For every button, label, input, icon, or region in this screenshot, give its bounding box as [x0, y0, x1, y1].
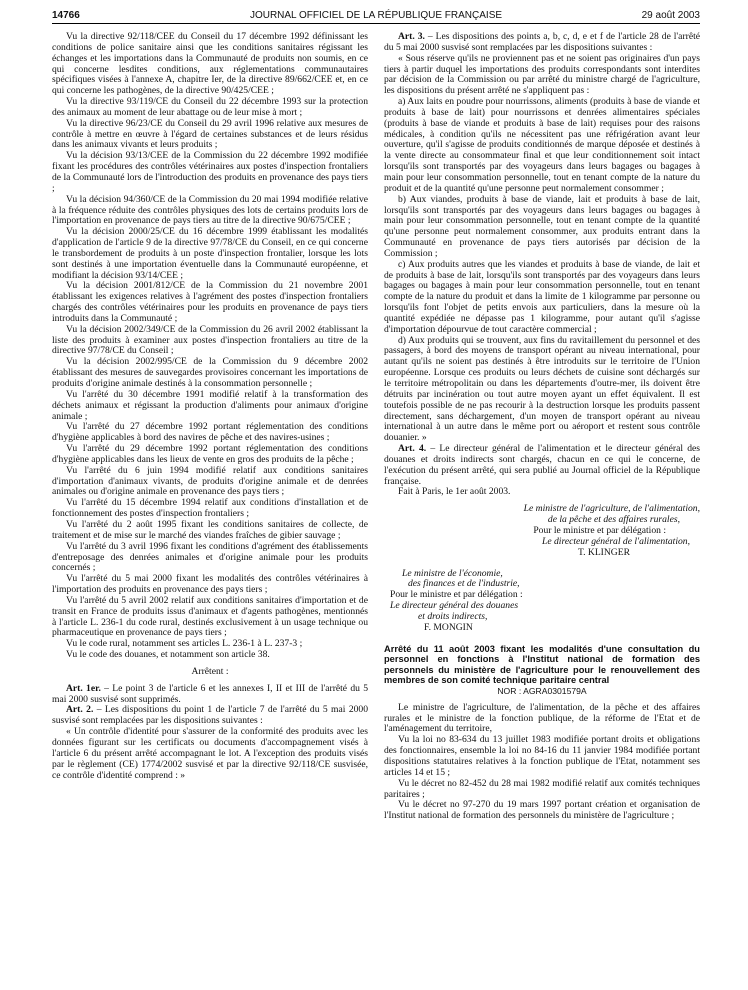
- article-1: [52, 684, 368, 706]
- delegation-line: Pour le ministre et par délégation :: [533, 524, 666, 536]
- article-3-paragraph: c) Aux produits autres que les viandes et produits à base de viande, de lait et de produits à base de lait, lorsqu'ils sont transportés par des voyageurs dans leurs bagages ou bagages à main pour leur consommation personnelle, tout en tenant compte de la nature du produit et dans la limite de 1 kilogramme par personne ou lorsqu'ils font l'objet de petits envois aux particuliers, dans la mesure où la quantité expédiée ne dépasse pas 1 kilogramme, pour autant qu'il s'agisse d'importation dépourvue de tout caractère commercial ;: [384, 258, 700, 335]
- visa-paragraph: Vu l'arrêté du 5 avril 2002 relatif aux conditions sanitaires d'importation et de transit en France de produits issus d'animaux et d'agents pathogènes, mentionnés à l'article L. 236-1 du code rural, destinés exclusivement à un usage technique ou pharmaceutique en provenance de pays tiers ;: [52, 594, 368, 639]
- visa-paragraph: Vu l'arrêté du 2 août 1995 fixant les conditions sanitaires de collecte, de traitement et de mise sur le marché des viandes fraîches de gibier sauvage ;: [52, 518, 368, 541]
- signatory-title: Le ministre de l'économie,: [402, 567, 503, 579]
- visa-paragraph: Vu le code rural, notamment ses articles L. 236-1 à L. 237-3 ;: [66, 638, 303, 650]
- article-3-paragraph: « Sous réserve qu'ils ne proviennent pas et ne soient pas originaires d'un pays tiers à partir duquel les importations des produits correspondants sont interdites par décision de la Commission ou par arrêté du ministre chargé de l'agriculture, les dispositions du présent arrêté ne s'appliquent pas :: [384, 52, 700, 97]
- signatory-title: Le directeur général de l'alimentation,: [542, 535, 690, 547]
- article-2-label: Art. 2.: [66, 704, 94, 716]
- decree-paragraph: Vu le décret no 82-452 du 28 mai 1982 modifié relatif aux comités techniques paritaires ;: [384, 777, 700, 800]
- article-3-paragraph: a) Aux laits en poudre pour nourrissons, aliments (produits à base de viande et produits à base de lait) pour nourrissons et denrées alimentaires spéciales (produits à base de viande et produits à base de lait) requises pour des raisons médicales, à condition qu'ils ne nécessitent pas une réfrigération avant leur ouverture, qu'il s'agisse de produits conditionnés de marque déposée et destinés à la vente directe au consommateur final et que leur conditionnement soit intact lorsqu'ils sont transportés par des voyageurs dans leurs bagages ou bagages à main pour leur consommation personnelle, tout en tenant compte de la nature du produit et de la quantité qu'une personne peut normalement consommer ;: [384, 96, 700, 194]
- article-3-paragraph: d) Aux produits qui se trouvent, aux fins du ravitaillement du personnel et des passagers, à bord des moyens de transport opérant au niveau international, pour autant qu'ils ne soient pas destinés à être introduits sur le territoire de l'Union européenne. Lorsque ces produits ou leurs déchets de cuisine sont déchargés sur le territoire métropolitain ou dans les départements d'outre-mer, ils doivent être détruits par incinération ou tout autre moyen ayant un effet équivalent. Il est toutefois possible de ne pas recourir à la destruction lorsque les produits passent directement, sans déchargement, d'un moyen de transport opérant au niveau international à un autre dans le même port ou aéroport et restent sous contrôle douanier. »: [384, 334, 700, 444]
- article-3-text: – Les dispositions des points a, b, c, d, e et f de l'article 28 de l'arrêté du 5 mai 2000 susvisé sont remplacées par les dispositions suivantes :: [384, 31, 700, 53]
- left-column: [52, 32, 368, 781]
- signatory-title: des finances et de l'industrie,: [408, 578, 520, 590]
- article-2-text: – Les dispositions du point 1 de l'article 7 de l'arrêté du 5 mai 2000 susvisé sont remplacées par les dispositions suivantes :: [52, 704, 369, 727]
- article-3: [384, 32, 700, 54]
- decree-title: Arrêté du 11 août 2003 fixant les modalités d'une consultation du personnel en fonctions à l'Institut national de formation des personnels du ministère de l'agriculture pour le renouvellement des membres de son comité technique paritaire central: [384, 643, 700, 686]
- visa-paragraph: Vu l'arrêté du 15 décembre 1994 relatif aux conditions d'installation et de fonctionnement des postes d'inspection frontaliers ;: [52, 497, 368, 520]
- signatory-name: F. MONGIN: [424, 621, 473, 633]
- article-1-label: Art. 1er.: [66, 682, 101, 694]
- signature-block-economy: [384, 569, 700, 634]
- header-rule: [52, 23, 700, 24]
- visa-paragraph: Vu l'arrêté du 30 décembre 1991 modifié relatif à la transformation des déchets animaux et régissant la production d'aliments pour animaux d'origine animale ;: [52, 388, 368, 422]
- visa-paragraph: Vu la décision 94/360/CE de la Commission du 20 mai 1994 modifiée relative à la fréquence réduite des contrôles physiques des lots de certains produits lors de l'importation en provenance de pays tiers au titre de la directive 90/675/CEE ;: [52, 193, 368, 227]
- visa-paragraph: Vu l'arrêté du 29 décembre 1992 portant réglementation des conditions d'hygiène applicables dans les lieux de vente en gros des produits de la pêche ;: [52, 443, 368, 465]
- signatory-title: Le ministre de l'agriculture, de l'alimentation,: [523, 503, 700, 515]
- visa-paragraph: Vu la décision 2002/349/CE de la Commission du 26 avril 2002 établissant la liste des produits à examiner aux postes d'inspection frontaliers au titre de la directive 97/78/CE du Conseil ;: [52, 323, 368, 357]
- journal-title: JOURNAL OFFICIEL DE LA RÉPUBLIQUE FRANÇAISE: [249, 10, 503, 21]
- visa-paragraph: Vu la décision 2000/25/CE du 16 décembre 1999 établissant les modalités d'application de l'article 9 de la directive 97/78/CE du Conseil, en ce qui concerne le transbordement de produits à un poste d'inspection frontalier, lorsque les lots sont destinés à une importation éventuelle dans la Communauté européenne, et modifiant la décision 93/14/CEE ;: [52, 226, 368, 281]
- article-1-text: – Le point 3 de l'article 6 et les annexes I, II et III de l'arrêté du 5 mai 2000 susvisé sont supprimés.: [52, 682, 368, 705]
- signatory-title: et droits indirects,: [418, 610, 488, 622]
- article-3-label: Art. 3.: [398, 31, 425, 42]
- article-4: [384, 444, 700, 487]
- visa-paragraph: Vu l'arrêté du 27 décembre 1992 portant réglementation des conditions d'hygiène applicables à bord des navires de pêche et des navires-usines ;: [52, 421, 368, 444]
- decree-paragraph: Vu la loi no 83-634 du 13 juillet 1983 modifiée portant droits et obligations des fonctionnaires, ensemble la loi no 84-16 du 11 janvier 1984 modifiée portant dispositions statutaires relatives à la fonction publique de l'Etat, notamment ses articles 14 et 15 ;: [384, 734, 700, 778]
- article-2-quote: « Un contrôle d'identité pour s'assurer de la conformité des produits avec les données figurant sur les certificats ou documents d'accompagnement visés à l'article 6 du présent arrêté accompagnant le lot. A l'exception des produits visés par le règlement (CE) 1774/2002 susvisé et par la directive 92/118/CE susvisée, ce contrôle d'identité comprend : »: [52, 726, 368, 781]
- visa-paragraph: Vu la directive 93/119/CE du Conseil du 22 décembre 1993 sur la protection des animaux au moment de leur abattage ou de leur mise à mort ;: [52, 96, 368, 118]
- signatory-name: T. KLINGER: [577, 546, 630, 558]
- visa-paragraph: Vu l'arrêté du 5 mai 2000 fixant les modalités des contrôles vétérinaires à l'importation des produits en provenance des pays tiers ;: [52, 573, 368, 596]
- delegation-line: Pour le ministre et par délégation :: [390, 589, 523, 601]
- article-3-paragraph: b) Aux viandes, produits à base de viande, lait et produits à base de lait, lorsqu'ils sont transportés par des voyageurs dans leurs bagages ou bagages à main pour leur consommation personnelle, tout en tenant compte de la quantité qu'une personne peut normalement consommer, aux produits entrant dans la Communauté en provenance de pays tiers autorisés par décision de la Commission ;: [384, 193, 700, 259]
- article-4-label: Art. 4.: [398, 443, 427, 455]
- page-number: 14766: [52, 10, 80, 21]
- signature-block-agriculture: [384, 504, 700, 558]
- signatory-title: de la pêche et des affaires rurales,: [547, 514, 680, 526]
- visa-paragraph: Vu la directive 96/23/CE du Conseil du 29 avril 1996 relative aux mesures de contrôle à mettre en œuvre à l'égard de certaines substances et de leurs résidus dans les animaux vivants et leurs produits ;: [52, 117, 368, 151]
- article-2: [52, 705, 368, 727]
- place-date: Fait à Paris, le 1er août 2003.: [398, 486, 511, 498]
- publication-date: 29 août 2003: [641, 10, 700, 21]
- visa-paragraph: Vu la décision 93/13/CEE de la Commission du 22 décembre 1992 modifiée fixant les procédures des contrôles vétérinaires aux postes d'inspection frontaliers de la Communauté lors de l'introduction des produits en provenance des pays tiers ;: [52, 150, 368, 194]
- decree-paragraph: Le ministre de l'agriculture, de l'alimentation, de la pêche et des affaires rurales et le ministre de la fonction publique, de la réforme de l'Etat et de l'aménagement du territoire,: [384, 701, 700, 735]
- visa-paragraph: Vu l'arrêté du 6 juin 1994 modifié relatif aux conditions sanitaires d'importation d'animaux vivants, de produits d'origine animale et de denrées animales ou d'origine animale en provenance des pays tiers ;: [52, 464, 368, 498]
- visa-paragraph: Vu la directive 92/118/CEE du Conseil du 17 décembre 1992 définissant les conditions de police sanitaire ainsi que les conditions sanitaires régissant les échanges et les importations dans la Communauté de produits non soumis, en ce qui concerne lesdites conditions, aux réglementations communautaires spécifiques visées à l'annexe A, chapitre Ier, de la directive 89/662/CEE et, en ce qui concerne les pathogènes, de la directive 90/425/CEE ;: [52, 31, 368, 97]
- visa-paragraph: Vu le code des douanes, et notamment son article 38.: [66, 649, 270, 661]
- visa-paragraph: Vu la décision 2001/812/CE de la Commission du 21 novembre 2001 établissant les exigences relatives à l'agrément des postes d'inspection frontaliers chargés des contrôles vétérinaires pour les produits en provenance de pays tiers introduits dans la Communauté ;: [52, 280, 368, 324]
- right-column: [384, 32, 700, 822]
- arretent-heading: Arrêtent :: [191, 665, 229, 677]
- nor-reference: NOR : AGRA0301579A: [497, 685, 587, 696]
- page-header: [52, 8, 700, 24]
- decree-paragraph: Vu le décret no 97-270 du 19 mars 1997 portant création et organisation de l'Institut national de formation des personnels du ministère de l'agriculture ;: [384, 799, 700, 822]
- article-4-text: – Le directeur général de l'alimentation et le directeur général des douanes et droits indirects sont chargés, chacun en ce qui le concerne, de l'exécution du présent arrêté, qui sera publié au Journal officiel de la République française.: [384, 443, 700, 487]
- visa-paragraph: Vu la décision 2002/995/CE de la Commission du 9 décembre 2002 établissant des mesures de sauvegardes provisoires concernant les importations de produits d'origine animale destinés à la consommation personnelle ;: [52, 356, 368, 389]
- visa-paragraph: Vu l'arrêté du 3 avril 1996 fixant les conditions d'agrément des établissements d'entreposage des denrées animales et d'origine animale pour les produits concernés ;: [52, 540, 368, 574]
- signatory-title: Le directeur général des douanes: [390, 600, 519, 612]
